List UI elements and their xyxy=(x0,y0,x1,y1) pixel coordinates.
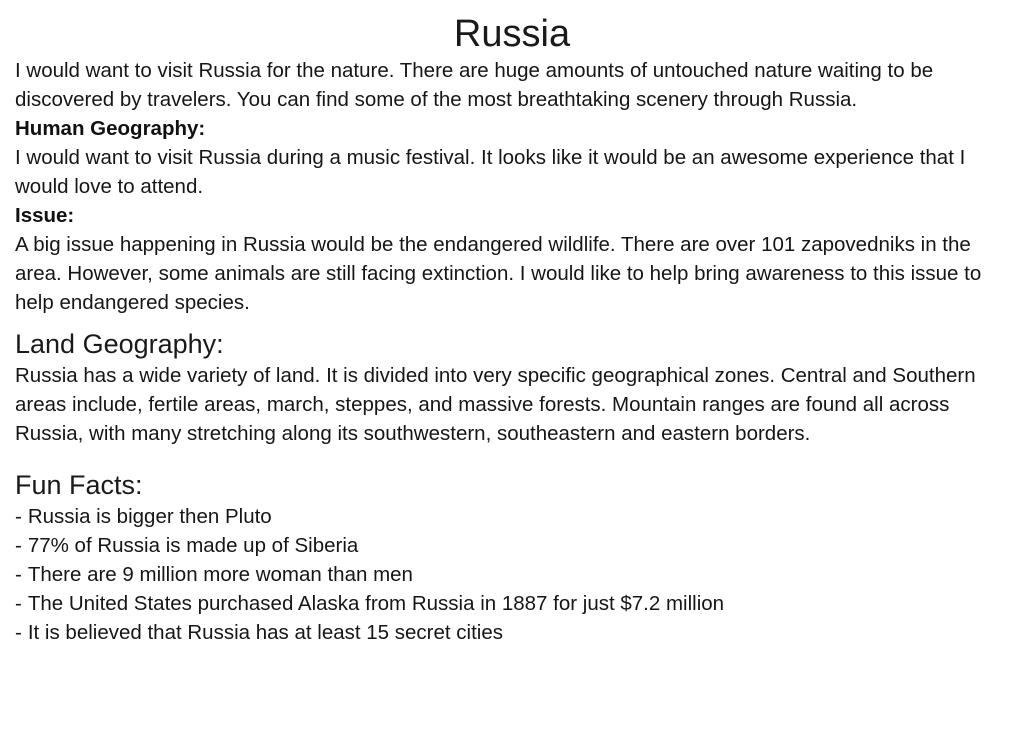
fun-fact-item xyxy=(15,502,1009,531)
fun-fact-bullet: - xyxy=(15,592,22,615)
fun-facts-section xyxy=(15,468,1009,647)
fun-fact-text: It is believed that Russia has at least 15 secret cities xyxy=(27,621,503,644)
fun-fact-text: 77% of Russia is made up of Siberia xyxy=(27,534,359,557)
issue-heading: Issue: xyxy=(15,204,75,227)
fun-fact-bullet: - xyxy=(15,534,22,557)
fun-facts-list xyxy=(15,502,1009,647)
land-geography-heading: Land Geography: xyxy=(15,329,224,359)
document-page xyxy=(15,0,1009,647)
intro-paragraph: I would want to visit Russia for the nature. There are huge amounts of untouched nature waiting to be discovered by travelers. You can find some of the most breathtaking scenery through Russia. xyxy=(15,59,934,111)
fun-fact-text: There are 9 million more woman than men xyxy=(27,563,413,586)
fun-fact-item xyxy=(15,531,1009,560)
issue-section xyxy=(15,201,1009,317)
fun-fact-bullet: - xyxy=(15,621,22,644)
land-geography-text: Russia has a wide variety of land. It is divided into very specific geographical zones. Central and Southern areas include, fertile areas, march, steppes, and massive forests. Mountain ranges are found all across Russia, with many stretching along its southwestern, southeastern and eastern borders. xyxy=(15,364,976,445)
fun-fact-item xyxy=(15,618,1009,647)
fun-fact-text: The United States purchased Alaska from Russia in 1887 for just $7.2 million xyxy=(27,592,725,615)
human-geography-heading: Human Geography: xyxy=(15,117,206,140)
fun-fact-text: Russia is bigger then Pluto xyxy=(27,505,272,528)
fun-fact-bullet: - xyxy=(15,563,22,586)
issue-text: A big issue happening in Russia would be the endangered wildlife. There are over 101 zapovedniks in the area. However, some animals are still facing extinction. I would like to help bring awareness to this issue to help endangered species. xyxy=(15,233,982,314)
fun-fact-item xyxy=(15,589,1009,618)
page-title: Russia xyxy=(453,13,571,55)
fun-facts-heading: Fun Facts: xyxy=(15,470,143,500)
human-geography-section xyxy=(15,114,1009,201)
fun-fact-bullet: - xyxy=(15,505,22,528)
fun-fact-item xyxy=(15,560,1009,589)
human-geography-text: I would want to visit Russia during a music festival. It looks like it would be an awesome experience that I would love to attend. xyxy=(15,146,966,198)
land-geography-section xyxy=(15,327,1009,448)
